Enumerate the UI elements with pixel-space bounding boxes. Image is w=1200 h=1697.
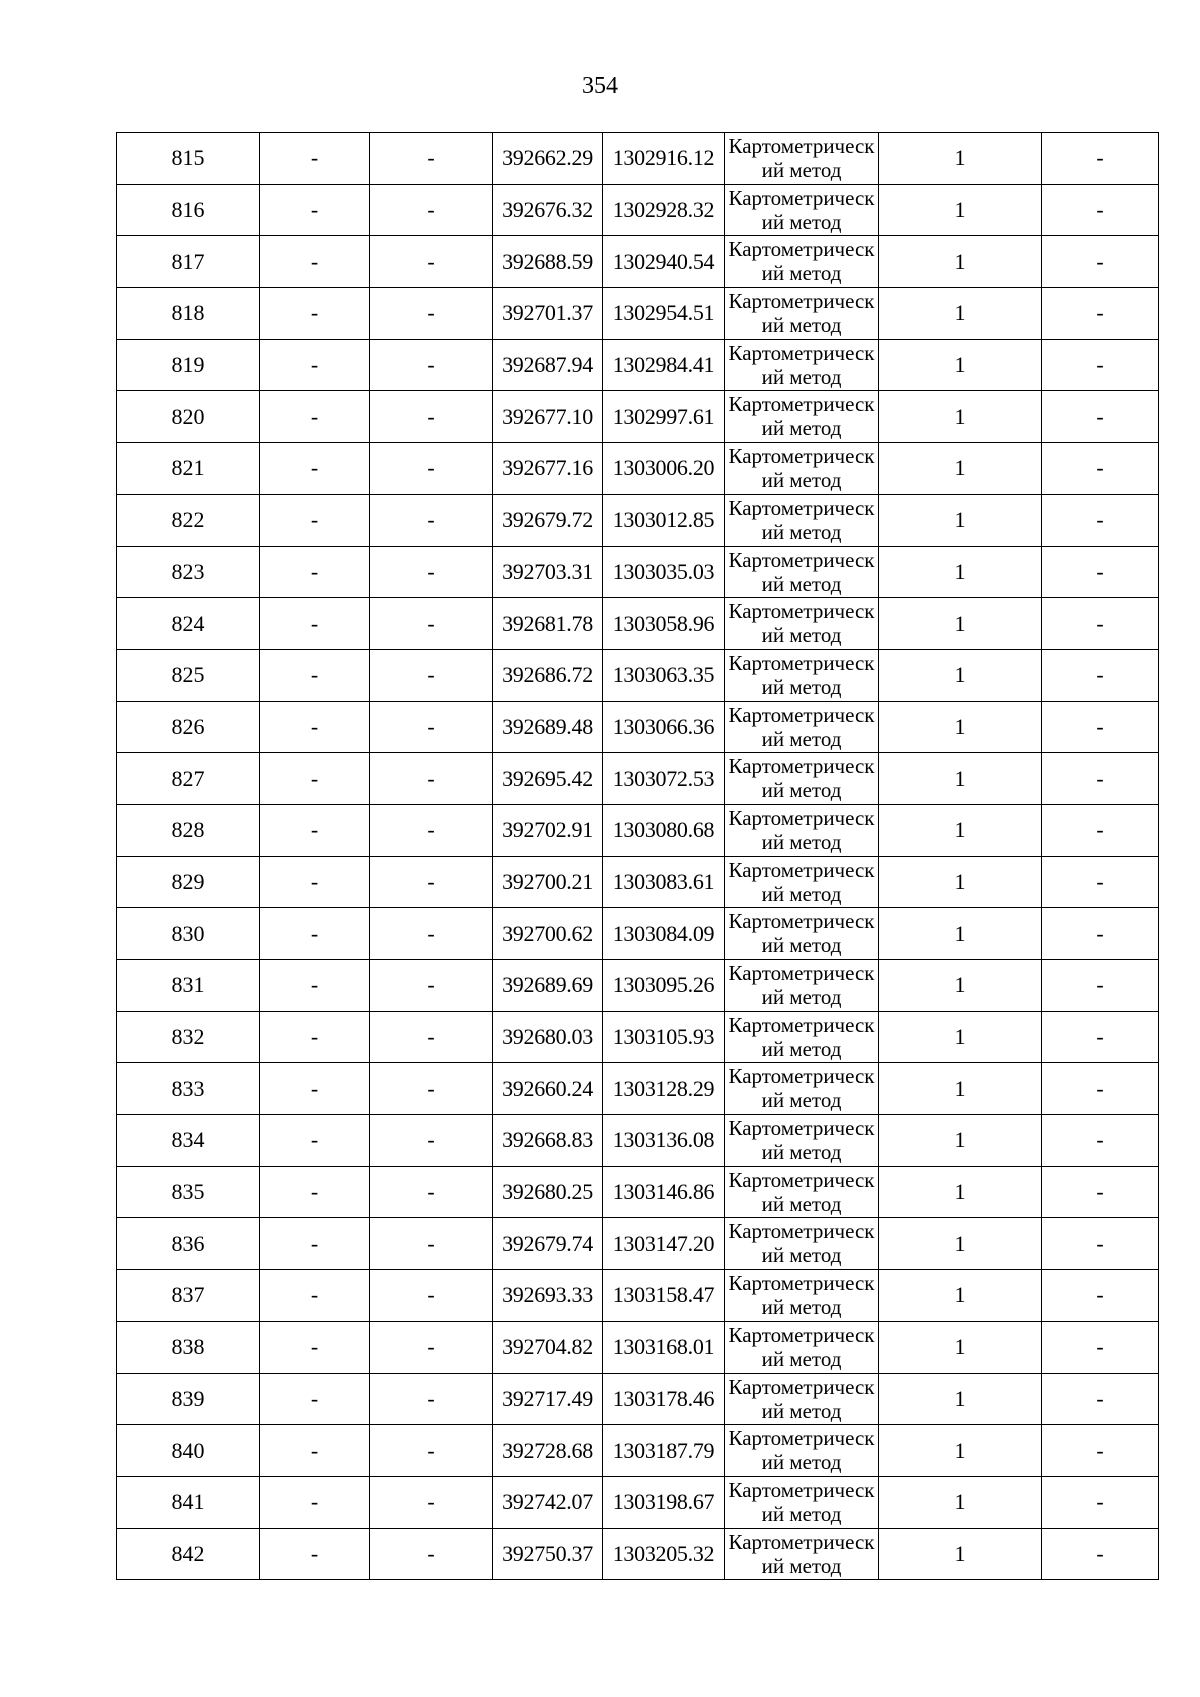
table-row (117, 960, 1159, 1012)
empty-value-cell: - (260, 649, 370, 701)
point-number-cell: 839 (117, 1373, 260, 1425)
method-text: Картометрический метод (728, 547, 875, 596)
note-cell: - (1042, 960, 1159, 1012)
accuracy-cell: 1 (879, 1011, 1042, 1063)
method-cell (725, 960, 879, 1012)
method-cell (725, 339, 879, 391)
x-coordinate-cell: 392686.72 (493, 649, 603, 701)
table-row (117, 236, 1159, 288)
accuracy-cell: 1 (879, 960, 1042, 1012)
method-cell (725, 1218, 879, 1270)
x-coordinate-cell: 392704.82 (493, 1321, 603, 1373)
empty-value-cell: - (370, 1063, 493, 1115)
method-text: Картометрический метод (728, 961, 875, 1009)
method-cell (725, 1373, 879, 1425)
method-cell (725, 236, 879, 288)
empty-value-cell: - (260, 804, 370, 856)
point-number-cell: 838 (117, 1321, 260, 1373)
x-coordinate-cell: 392679.72 (493, 494, 603, 546)
empty-value-cell: - (260, 1476, 370, 1528)
table-body (117, 133, 1159, 1580)
note-cell: - (1042, 133, 1159, 185)
point-number-cell: 833 (117, 1063, 260, 1115)
empty-value-cell: - (260, 1115, 370, 1167)
table-row (117, 1063, 1159, 1115)
x-coordinate-cell: 392688.59 (493, 236, 603, 288)
note-cell: - (1042, 856, 1159, 908)
note-cell: - (1042, 1270, 1159, 1322)
table-row (117, 701, 1159, 753)
y-coordinate-cell: 1303178.46 (603, 1373, 725, 1425)
x-coordinate-cell: 392677.10 (493, 391, 603, 443)
x-coordinate-cell: 392687.94 (493, 339, 603, 391)
accuracy-cell: 1 (879, 1476, 1042, 1528)
method-cell (725, 753, 879, 805)
method-cell (725, 1063, 879, 1115)
y-coordinate-cell: 1303063.35 (603, 649, 725, 701)
accuracy-cell: 1 (879, 391, 1042, 443)
method-text: Картометрический метод (728, 1167, 875, 1216)
page-number: 354 (582, 73, 618, 99)
empty-value-cell: - (260, 1373, 370, 1425)
table-row (117, 391, 1159, 443)
method-cell (725, 391, 879, 443)
note-cell: - (1042, 701, 1159, 753)
note-cell: - (1042, 598, 1159, 650)
x-coordinate-cell: 392681.78 (493, 598, 603, 650)
point-number-cell: 828 (117, 804, 260, 856)
table-row (117, 1476, 1159, 1528)
y-coordinate-cell: 1302984.41 (603, 339, 725, 391)
method-cell (725, 598, 879, 650)
table-row (117, 1373, 1159, 1425)
empty-value-cell: - (260, 598, 370, 650)
note-cell: - (1042, 236, 1159, 288)
table-row (117, 1166, 1159, 1218)
note-cell: - (1042, 494, 1159, 546)
method-cell (725, 1011, 879, 1063)
accuracy-cell: 1 (879, 184, 1042, 236)
empty-value-cell: - (260, 1218, 370, 1270)
point-number-cell: 831 (117, 960, 260, 1012)
accuracy-cell: 1 (879, 494, 1042, 546)
method-text: Картометрический метод (728, 1477, 875, 1526)
point-number-cell: 823 (117, 546, 260, 598)
accuracy-cell: 1 (879, 339, 1042, 391)
x-coordinate-cell: 392702.91 (493, 804, 603, 856)
point-number-cell: 837 (117, 1270, 260, 1322)
method-text: Картометрический метод (728, 237, 875, 286)
table-row (117, 1321, 1159, 1373)
empty-value-cell: - (260, 1166, 370, 1218)
empty-value-cell: - (260, 856, 370, 908)
method-text: Картометрический метод (728, 857, 875, 906)
y-coordinate-cell: 1303128.29 (603, 1063, 725, 1115)
point-number-cell: 825 (117, 649, 260, 701)
note-cell: - (1042, 288, 1159, 340)
method-cell (725, 133, 879, 185)
table-row (117, 546, 1159, 598)
empty-value-cell: - (370, 546, 493, 598)
point-number-cell: 830 (117, 908, 260, 960)
empty-value-cell: - (370, 1528, 493, 1580)
x-coordinate-cell: 392700.62 (493, 908, 603, 960)
coordinates-table (116, 132, 1159, 1580)
table-row (117, 856, 1159, 908)
note-cell: - (1042, 1425, 1159, 1477)
empty-value-cell: - (370, 339, 493, 391)
note-cell: - (1042, 1063, 1159, 1115)
empty-value-cell: - (370, 753, 493, 805)
method-text: Картометрический метод (728, 185, 875, 234)
empty-value-cell: - (370, 960, 493, 1012)
empty-value-cell: - (370, 184, 493, 236)
y-coordinate-cell: 1302928.32 (603, 184, 725, 236)
method-text: Картометрический метод (728, 805, 875, 854)
empty-value-cell: - (370, 856, 493, 908)
empty-value-cell: - (370, 649, 493, 701)
x-coordinate-cell: 392728.68 (493, 1425, 603, 1477)
point-number-cell: 841 (117, 1476, 260, 1528)
y-coordinate-cell: 1303072.53 (603, 753, 725, 805)
empty-value-cell: - (260, 1321, 370, 1373)
x-coordinate-cell: 392701.37 (493, 288, 603, 340)
x-coordinate-cell: 392680.03 (493, 1011, 603, 1063)
method-cell (725, 649, 879, 701)
point-number-cell: 817 (117, 236, 260, 288)
y-coordinate-cell: 1303035.03 (603, 546, 725, 598)
table-row (117, 443, 1159, 495)
table-row (117, 494, 1159, 546)
method-text: Картометрический метод (728, 754, 875, 803)
method-cell (725, 701, 879, 753)
empty-value-cell: - (260, 1425, 370, 1477)
method-text: Картометрический метод (728, 1064, 875, 1113)
y-coordinate-cell: 1302940.54 (603, 236, 725, 288)
empty-value-cell: - (370, 1373, 493, 1425)
empty-value-cell: - (370, 1115, 493, 1167)
y-coordinate-cell: 1303083.61 (603, 856, 725, 908)
point-number-cell: 840 (117, 1425, 260, 1477)
empty-value-cell: - (260, 546, 370, 598)
method-text: Картометрический метод (728, 1116, 875, 1165)
method-text: Картометрический метод (728, 1012, 875, 1061)
method-text: Картометрический метод (728, 1529, 875, 1578)
method-text: Картометрический метод (728, 599, 875, 648)
point-number-cell: 815 (117, 133, 260, 185)
x-coordinate-cell: 392700.21 (493, 856, 603, 908)
empty-value-cell: - (260, 1528, 370, 1580)
accuracy-cell: 1 (879, 546, 1042, 598)
note-cell: - (1042, 1373, 1159, 1425)
accuracy-cell: 1 (879, 1166, 1042, 1218)
accuracy-cell: 1 (879, 598, 1042, 650)
y-coordinate-cell: 1303080.68 (603, 804, 725, 856)
empty-value-cell: - (370, 1011, 493, 1063)
note-cell: - (1042, 184, 1159, 236)
note-cell: - (1042, 1115, 1159, 1167)
method-cell (725, 1321, 879, 1373)
empty-value-cell: - (260, 133, 370, 185)
empty-value-cell: - (260, 701, 370, 753)
method-text: Картометрический метод (728, 1374, 875, 1423)
empty-value-cell: - (370, 1321, 493, 1373)
method-cell (725, 856, 879, 908)
empty-value-cell: - (260, 908, 370, 960)
x-coordinate-cell: 392742.07 (493, 1476, 603, 1528)
table-row (117, 1218, 1159, 1270)
y-coordinate-cell: 1302997.61 (603, 391, 725, 443)
empty-value-cell: - (370, 494, 493, 546)
point-number-cell: 820 (117, 391, 260, 443)
accuracy-cell: 1 (879, 701, 1042, 753)
point-number-cell: 827 (117, 753, 260, 805)
note-cell: - (1042, 804, 1159, 856)
empty-value-cell: - (260, 184, 370, 236)
accuracy-cell: 1 (879, 1063, 1042, 1115)
method-cell (725, 1270, 879, 1322)
note-cell: - (1042, 1476, 1159, 1528)
note-cell: - (1042, 1321, 1159, 1373)
table-row (117, 908, 1159, 960)
y-coordinate-cell: 1303095.26 (603, 960, 725, 1012)
table-row (117, 649, 1159, 701)
method-cell (725, 1115, 879, 1167)
method-text: Картометрический метод (728, 650, 875, 699)
note-cell: - (1042, 391, 1159, 443)
empty-value-cell: - (260, 339, 370, 391)
method-text: Картометрический метод (728, 1426, 875, 1475)
note-cell: - (1042, 339, 1159, 391)
table-row (117, 1270, 1159, 1322)
accuracy-cell: 1 (879, 1425, 1042, 1477)
note-cell: - (1042, 753, 1159, 805)
point-number-cell: 819 (117, 339, 260, 391)
x-coordinate-cell: 392693.33 (493, 1270, 603, 1322)
method-text: Картометрический метод (728, 1271, 875, 1320)
point-number-cell: 842 (117, 1528, 260, 1580)
point-number-cell: 835 (117, 1166, 260, 1218)
point-number-cell: 829 (117, 856, 260, 908)
table-row (117, 339, 1159, 391)
y-coordinate-cell: 1303168.01 (603, 1321, 725, 1373)
x-coordinate-cell: 392668.83 (493, 1115, 603, 1167)
accuracy-cell: 1 (879, 288, 1042, 340)
method-cell (725, 494, 879, 546)
y-coordinate-cell: 1302916.12 (603, 133, 725, 185)
method-cell (725, 1528, 879, 1580)
method-text: Картометрический метод (728, 444, 875, 493)
point-number-cell: 832 (117, 1011, 260, 1063)
empty-value-cell: - (370, 598, 493, 650)
y-coordinate-cell: 1303187.79 (603, 1425, 725, 1477)
y-coordinate-cell: 1303136.08 (603, 1115, 725, 1167)
method-cell (725, 184, 879, 236)
method-text: Картометрический метод (728, 702, 875, 751)
accuracy-cell: 1 (879, 649, 1042, 701)
table-row (117, 184, 1159, 236)
point-number-cell: 818 (117, 288, 260, 340)
table-row (117, 133, 1159, 185)
empty-value-cell: - (370, 288, 493, 340)
y-coordinate-cell: 1303158.47 (603, 1270, 725, 1322)
x-coordinate-cell: 392689.69 (493, 960, 603, 1012)
accuracy-cell: 1 (879, 1373, 1042, 1425)
point-number-cell: 824 (117, 598, 260, 650)
table-row (117, 1011, 1159, 1063)
accuracy-cell: 1 (879, 133, 1042, 185)
y-coordinate-cell: 1303105.93 (603, 1011, 725, 1063)
accuracy-cell: 1 (879, 856, 1042, 908)
empty-value-cell: - (370, 443, 493, 495)
x-coordinate-cell: 392662.29 (493, 133, 603, 185)
note-cell: - (1042, 1166, 1159, 1218)
accuracy-cell: 1 (879, 236, 1042, 288)
method-cell (725, 1166, 879, 1218)
empty-value-cell: - (260, 494, 370, 546)
y-coordinate-cell: 1303084.09 (603, 908, 725, 960)
empty-value-cell: - (370, 1476, 493, 1528)
method-cell (725, 443, 879, 495)
table-row (117, 804, 1159, 856)
y-coordinate-cell: 1303058.96 (603, 598, 725, 650)
empty-value-cell: - (370, 908, 493, 960)
x-coordinate-cell: 392703.31 (493, 546, 603, 598)
y-coordinate-cell: 1303146.86 (603, 1166, 725, 1218)
method-cell (725, 1476, 879, 1528)
note-cell: - (1042, 649, 1159, 701)
empty-value-cell: - (370, 236, 493, 288)
empty-value-cell: - (370, 701, 493, 753)
y-coordinate-cell: 1303147.20 (603, 1218, 725, 1270)
empty-value-cell: - (260, 753, 370, 805)
note-cell: - (1042, 908, 1159, 960)
accuracy-cell: 1 (879, 1115, 1042, 1167)
note-cell: - (1042, 1218, 1159, 1270)
point-number-cell: 836 (117, 1218, 260, 1270)
empty-value-cell: - (260, 391, 370, 443)
method-cell (725, 908, 879, 960)
point-number-cell: 816 (117, 184, 260, 236)
table-row (117, 753, 1159, 805)
y-coordinate-cell: 1303012.85 (603, 494, 725, 546)
method-cell (725, 1425, 879, 1477)
empty-value-cell: - (260, 1063, 370, 1115)
accuracy-cell: 1 (879, 1218, 1042, 1270)
empty-value-cell: - (370, 1218, 493, 1270)
note-cell: - (1042, 1528, 1159, 1580)
method-text: Картометрический метод (728, 1219, 875, 1268)
empty-value-cell: - (370, 391, 493, 443)
empty-value-cell: - (370, 1425, 493, 1477)
method-text: Картометрический метод (728, 909, 875, 958)
table-row (117, 1425, 1159, 1477)
note-cell: - (1042, 443, 1159, 495)
method-cell (725, 288, 879, 340)
method-text: Картометрический метод (728, 289, 875, 338)
point-number-cell: 834 (117, 1115, 260, 1167)
method-text: Картометрический метод (728, 392, 875, 441)
empty-value-cell: - (260, 1011, 370, 1063)
y-coordinate-cell: 1303198.67 (603, 1476, 725, 1528)
accuracy-cell: 1 (879, 804, 1042, 856)
empty-value-cell: - (260, 236, 370, 288)
accuracy-cell: 1 (879, 908, 1042, 960)
table-row (117, 1115, 1159, 1167)
empty-value-cell: - (260, 443, 370, 495)
x-coordinate-cell: 392676.32 (493, 184, 603, 236)
point-number-cell: 822 (117, 494, 260, 546)
method-text: Картометрический метод (728, 134, 875, 182)
empty-value-cell: - (260, 288, 370, 340)
x-coordinate-cell: 392679.74 (493, 1218, 603, 1270)
accuracy-cell: 1 (879, 443, 1042, 495)
x-coordinate-cell: 392680.25 (493, 1166, 603, 1218)
empty-value-cell: - (370, 133, 493, 185)
accuracy-cell: 1 (879, 1270, 1042, 1322)
empty-value-cell: - (260, 960, 370, 1012)
x-coordinate-cell: 392677.16 (493, 443, 603, 495)
method-cell (725, 546, 879, 598)
x-coordinate-cell: 392689.48 (493, 701, 603, 753)
x-coordinate-cell: 392717.49 (493, 1373, 603, 1425)
method-text: Картометрический метод (728, 495, 875, 544)
empty-value-cell: - (370, 804, 493, 856)
x-coordinate-cell: 392750.37 (493, 1528, 603, 1580)
y-coordinate-cell: 1303066.36 (603, 701, 725, 753)
x-coordinate-cell: 392695.42 (493, 753, 603, 805)
point-number-cell: 821 (117, 443, 260, 495)
table-row (117, 1528, 1159, 1580)
y-coordinate-cell: 1303205.32 (603, 1528, 725, 1580)
accuracy-cell: 1 (879, 1321, 1042, 1373)
table-row (117, 288, 1159, 340)
empty-value-cell: - (370, 1166, 493, 1218)
method-text: Картометрический метод (728, 340, 875, 389)
empty-value-cell: - (260, 1270, 370, 1322)
method-cell (725, 804, 879, 856)
empty-value-cell: - (370, 1270, 493, 1322)
note-cell: - (1042, 1011, 1159, 1063)
y-coordinate-cell: 1303006.20 (603, 443, 725, 495)
accuracy-cell: 1 (879, 1528, 1042, 1580)
y-coordinate-cell: 1302954.51 (603, 288, 725, 340)
table-row (117, 598, 1159, 650)
point-number-cell: 826 (117, 701, 260, 753)
x-coordinate-cell: 392660.24 (493, 1063, 603, 1115)
accuracy-cell: 1 (879, 753, 1042, 805)
note-cell: - (1042, 546, 1159, 598)
method-text: Картометрический метод (728, 1322, 875, 1371)
